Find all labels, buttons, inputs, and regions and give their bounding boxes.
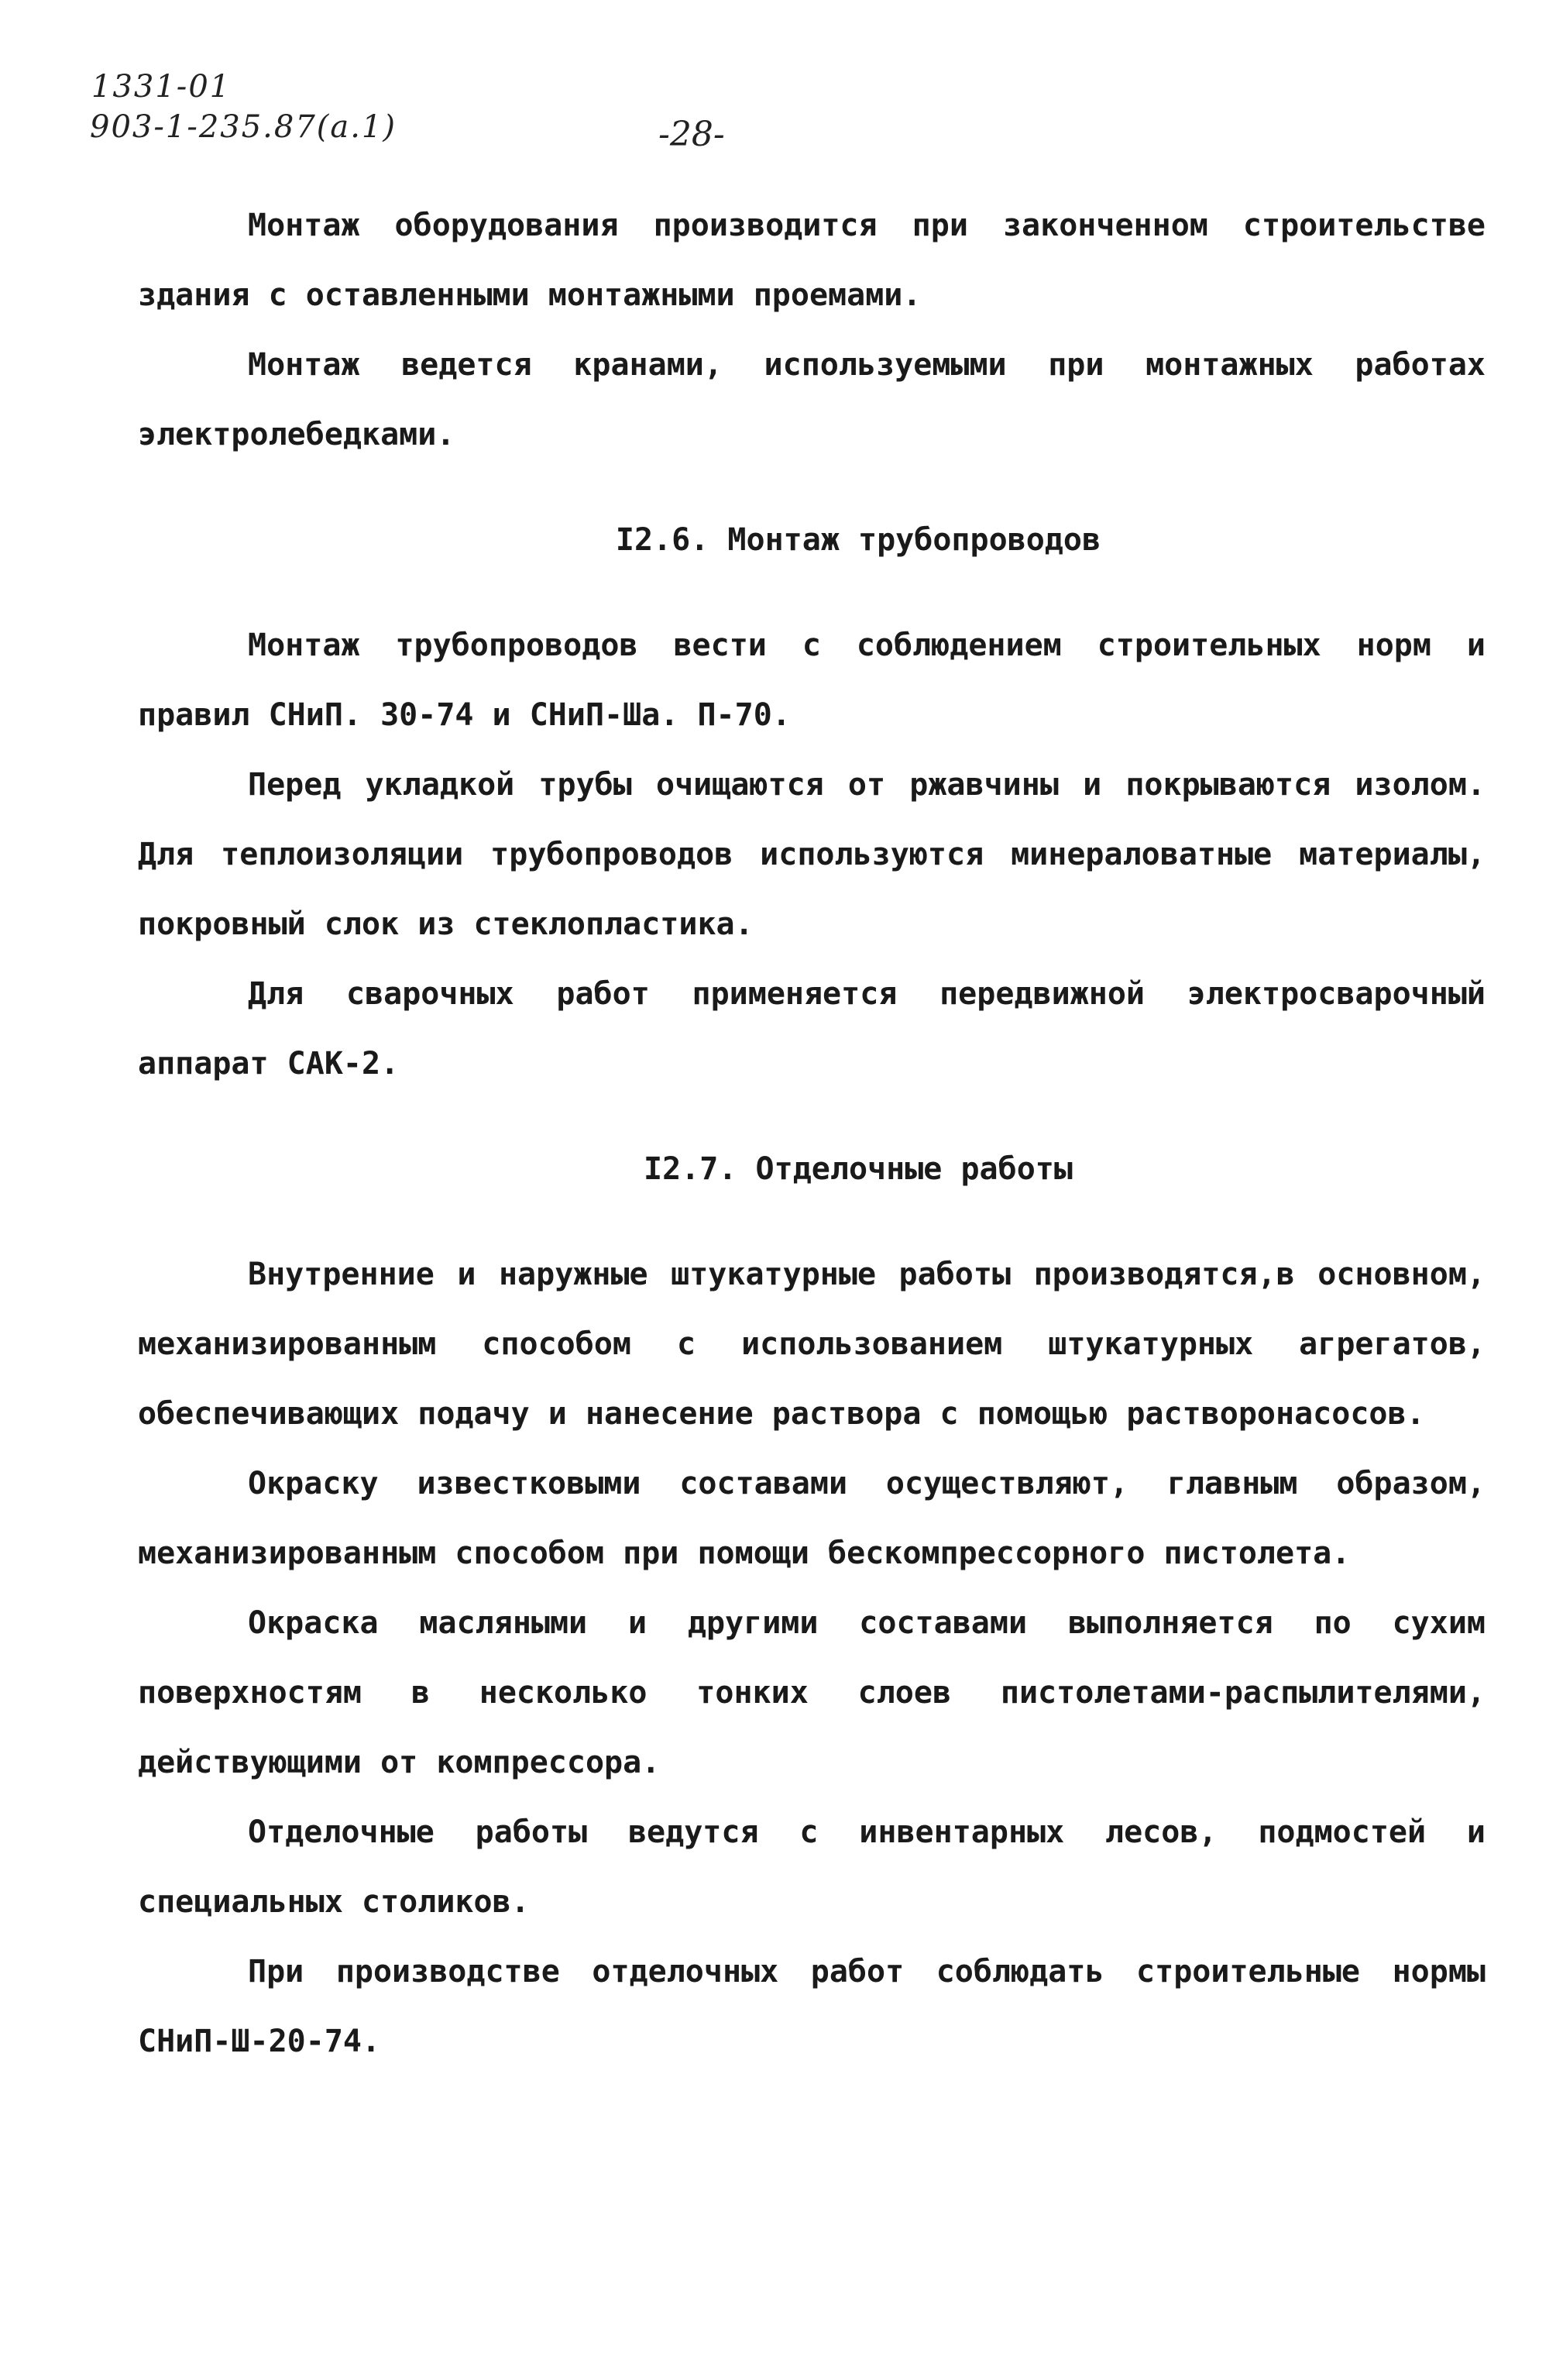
paragraph: Для сварочных работ применяется передвижной электросварочный аппарат САК-2. [138, 976, 1486, 1082]
paragraph: Отделочные работы ведутся с инвентарных лесов, подмостей и специальных столиков. [138, 1814, 1486, 1920]
document-code-line1: 1331-01 [91, 69, 232, 105]
paragraph: При производстве отделочных работ соблюдать строительные нормы СНиП-Ш-20-74. [138, 1954, 1486, 2059]
paragraph: Окраску известковыми составами осуществляют, главным образом, механизированным способом при помощи бескомпрессорного пистолета. [138, 1466, 1486, 1571]
paragraph: Окраска масляными и другими составами выполняется по сухим поверхностям в несколько тонких слоев пистолетами-распылителями, действующими от компрессора. [138, 1605, 1486, 1780]
page-number: -28- [658, 115, 725, 154]
section-heading: I2.6. Монтаж трубопроводов [615, 522, 1101, 558]
paragraph: Монтаж трубопроводов вести с соблюдением строительных норм и правил СНиП. 30-74 и СНиП-Ша. П-70. [138, 628, 1486, 733]
paragraph: Перед укладкой трубы очищаются от ржавчины и покрываются изолом. Для теплоизоляции трубопроводов используются минераловатные материалы, покровный слок из стеклопластика. [138, 767, 1486, 942]
document-body [138, 191, 1486, 2076]
section-heading: I2.7. Отделочные работы [644, 1151, 1073, 1187]
paragraph: Монтаж оборудования производится при законченном строительстве здания с оставленными монтажными проемами. [138, 208, 1486, 313]
paragraph: Внутренние и наружные штукатурные работы производятся,в основном, механизированным способом с использованием штукатурных агрегатов, обеспечивающих подачу и нанесение раствора с помощью растворонасосов. [138, 1257, 1486, 1432]
document-code-line2: 903-1-235.87(a.1) [90, 109, 397, 145]
paragraph: Монтаж ведется кранами, используемыми при монтажных работах электролебедками. [138, 347, 1486, 452]
